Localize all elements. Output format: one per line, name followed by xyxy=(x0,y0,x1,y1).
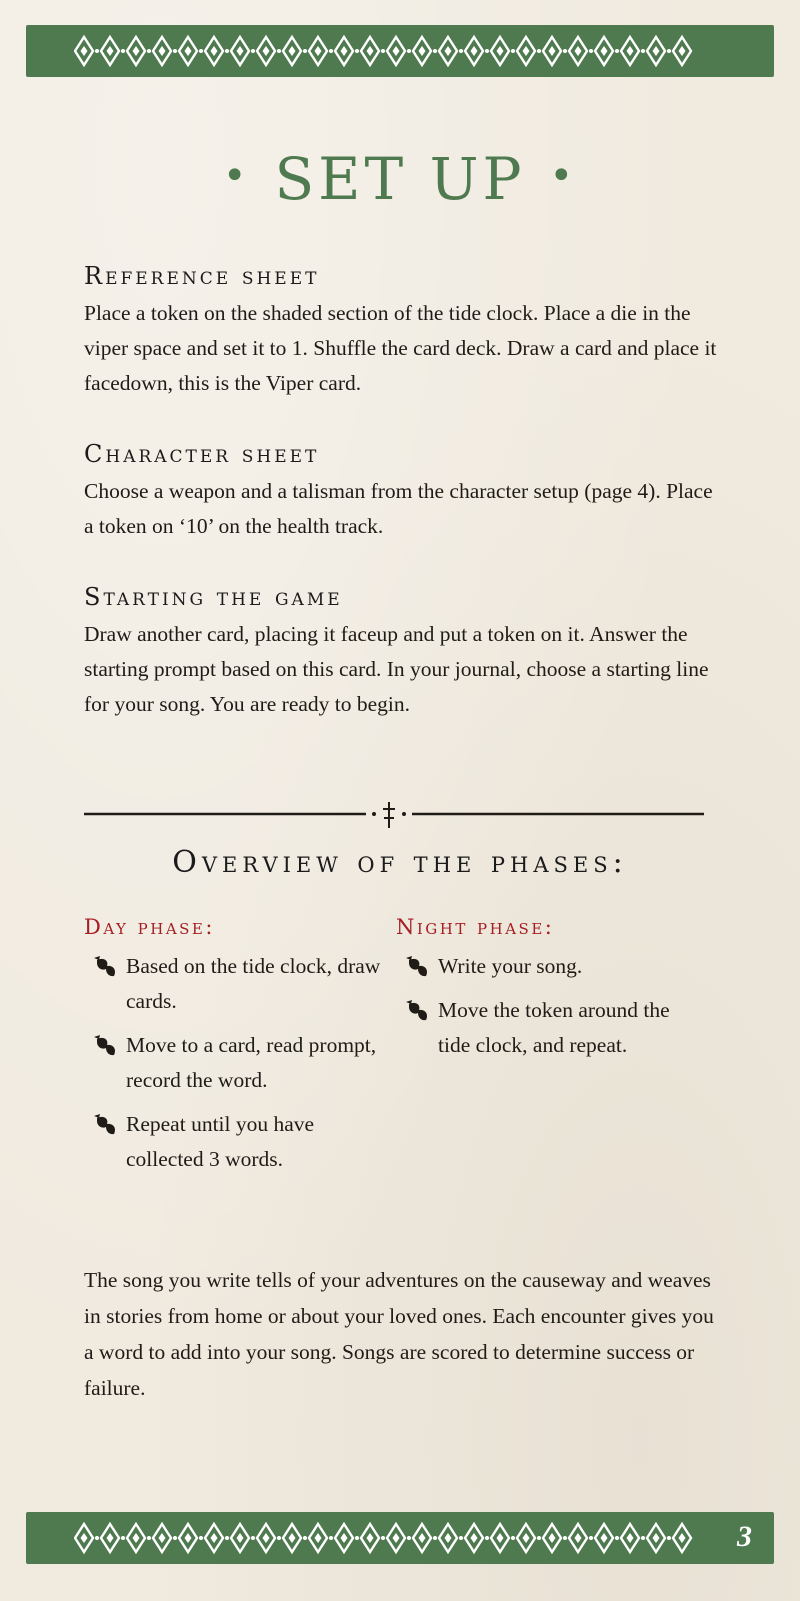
diamond-core-icon xyxy=(185,46,192,56)
band-dot-icon xyxy=(381,49,385,53)
list-item-text: Move the token around the tide clock, and repeat. xyxy=(438,998,670,1057)
band-dot-icon xyxy=(95,1536,99,1540)
band-dot-icon xyxy=(433,49,437,53)
band-dot-icon xyxy=(485,49,489,53)
diamond-core-icon xyxy=(419,1533,426,1543)
band-dot-icon xyxy=(537,1536,541,1540)
section-reference-sheet xyxy=(84,262,724,401)
list-item xyxy=(396,949,706,984)
night-phase-title: Night phase: xyxy=(396,915,555,939)
closing-paragraph: The song you write tells of your adventures on the causeway and weaves in stories from home or about your loved ones. Each encounter gives you a word to add into your song. Songs are scored to determine success or failure. xyxy=(84,1268,714,1400)
band-dot-icon xyxy=(303,49,307,53)
band-dot-icon xyxy=(615,49,619,53)
band-dot-icon xyxy=(121,1536,125,1540)
band-dot-icon xyxy=(147,1536,151,1540)
diamond-pattern-icon xyxy=(74,1520,714,1556)
diamond-core-icon xyxy=(393,1533,400,1543)
band-dot-icon xyxy=(511,1536,515,1540)
diamond-core-icon xyxy=(549,1533,556,1543)
leaf-bullet-icon xyxy=(406,1000,430,1022)
band-dot-icon xyxy=(485,1536,489,1540)
list-item xyxy=(84,949,384,1019)
diamond-core-icon xyxy=(211,1533,218,1543)
band-dot-icon xyxy=(173,49,177,53)
diamond-core-icon xyxy=(627,46,634,56)
day-phase-title: Day phase: xyxy=(84,915,215,939)
title-dot-left-icon: • xyxy=(222,153,251,199)
band-dot-icon xyxy=(511,49,515,53)
diamond-pattern-icon xyxy=(74,33,714,69)
section-starting-the-game xyxy=(84,583,724,722)
band-dot-icon xyxy=(589,1536,593,1540)
band-dot-icon xyxy=(355,49,359,53)
diamond-core-icon xyxy=(679,1533,686,1543)
list-item xyxy=(396,993,706,1063)
diamond-core-icon xyxy=(679,46,686,56)
day-phase-column xyxy=(84,915,384,1186)
diamond-core-icon xyxy=(315,1533,322,1543)
diamond-core-icon xyxy=(367,46,374,56)
band-dot-icon xyxy=(563,1536,567,1540)
diamond-core-icon xyxy=(367,1533,374,1543)
diamond-core-icon xyxy=(81,1533,88,1543)
band-dot-icon xyxy=(121,49,125,53)
diamond-core-icon xyxy=(263,1533,270,1543)
diamond-core-icon xyxy=(445,46,452,56)
diamond-core-icon xyxy=(497,46,504,56)
diamond-core-icon xyxy=(107,46,114,56)
diamond-core-icon xyxy=(523,1533,530,1543)
diamond-core-icon xyxy=(575,46,582,56)
diamond-core-icon xyxy=(471,1533,478,1543)
diamond-core-icon xyxy=(601,1533,608,1543)
overview-heading: Overview of the phases: xyxy=(172,845,628,880)
band-dot-icon xyxy=(615,1536,619,1540)
section-heading: Starting the game xyxy=(84,583,343,611)
diamond-core-icon xyxy=(159,46,166,56)
band-dot-icon xyxy=(667,1536,671,1540)
band-dot-icon xyxy=(251,1536,255,1540)
band-dot-icon xyxy=(407,49,411,53)
top-decorative-band xyxy=(26,25,774,77)
diamond-core-icon xyxy=(341,1533,348,1543)
band-dot-icon xyxy=(641,1536,645,1540)
diamond-core-icon xyxy=(263,46,270,56)
page-number: 3 xyxy=(737,1520,752,1553)
list-item-text: Based on the tide clock, draw cards. xyxy=(126,954,381,1013)
night-phase-column xyxy=(396,915,706,1072)
band-dot-icon xyxy=(329,49,333,53)
diamond-core-icon xyxy=(653,1533,660,1543)
section-body: Choose a weapon and a talisman from the character setup (page 4). Place a token on ‘10’ on the health track. xyxy=(84,479,713,538)
leaf-bullet-icon xyxy=(94,1035,118,1057)
diamond-core-icon xyxy=(107,1533,114,1543)
diamond-core-icon xyxy=(627,1533,634,1543)
band-dot-icon xyxy=(381,1536,385,1540)
band-dot-icon xyxy=(459,49,463,53)
diamond-core-icon xyxy=(549,46,556,56)
diamond-core-icon xyxy=(81,46,88,56)
band-dot-icon xyxy=(277,1536,281,1540)
diamond-core-icon xyxy=(315,46,322,56)
diamond-core-icon xyxy=(133,1533,140,1543)
diamond-core-icon xyxy=(497,1533,504,1543)
diamond-core-icon xyxy=(341,46,348,56)
band-dot-icon xyxy=(641,49,645,53)
band-dot-icon xyxy=(407,1536,411,1540)
band-dot-icon xyxy=(225,49,229,53)
diamond-core-icon xyxy=(445,1533,452,1543)
band-dot-icon xyxy=(303,1536,307,1540)
list-item-text: Write your song. xyxy=(438,954,583,978)
band-dot-icon xyxy=(459,1536,463,1540)
page-title-text: SET UP xyxy=(274,145,526,213)
list-item xyxy=(84,1028,384,1098)
leaf-bullet-icon xyxy=(406,956,430,978)
band-dot-icon xyxy=(277,49,281,53)
section-character-sheet xyxy=(84,440,724,544)
diamond-core-icon xyxy=(237,1533,244,1543)
list-item-text: Repeat until you have collected 3 words. xyxy=(126,1112,315,1171)
band-dot-icon xyxy=(537,49,541,53)
title-dot-right-icon: • xyxy=(549,153,578,199)
section-heading: Character sheet xyxy=(84,440,320,468)
diamond-core-icon xyxy=(185,1533,192,1543)
section-heading: Reference sheet xyxy=(84,262,320,290)
band-dot-icon xyxy=(329,1536,333,1540)
list-item xyxy=(84,1107,384,1177)
band-dot-icon xyxy=(147,49,151,53)
diamond-core-icon xyxy=(133,46,140,56)
diamond-core-icon xyxy=(393,46,400,56)
band-dot-icon xyxy=(199,1536,203,1540)
page-title xyxy=(0,145,800,213)
band-dot-icon xyxy=(225,1536,229,1540)
dagger-divider-icon xyxy=(84,800,704,830)
list-item-text: Move to a card, read prompt, record the word. xyxy=(126,1033,377,1092)
diamond-core-icon xyxy=(601,46,608,56)
band-dot-icon xyxy=(173,1536,177,1540)
band-dot-icon xyxy=(251,49,255,53)
diamond-core-icon xyxy=(575,1533,582,1543)
section-body: Place a token on the shaded section of the tide clock. Place a die in the viper space and set it to 1. Shuffle the card deck. Draw a card and place it facedown, this is the Viper card. xyxy=(84,301,717,395)
leaf-bullet-icon xyxy=(94,1114,118,1136)
diamond-core-icon xyxy=(159,1533,166,1543)
band-dot-icon xyxy=(433,1536,437,1540)
diamond-core-icon xyxy=(237,46,244,56)
band-dot-icon xyxy=(95,49,99,53)
band-dot-icon xyxy=(355,1536,359,1540)
diamond-core-icon xyxy=(523,46,530,56)
band-dot-icon xyxy=(667,49,671,53)
band-dot-icon xyxy=(563,49,567,53)
night-phase-list xyxy=(396,949,706,1063)
section-body: Draw another card, placing it faceup and put a token on it. Answer the starting prompt based on this card. In your journal, choose a starting line for your song. You are ready to begin. xyxy=(84,622,709,716)
diamond-core-icon xyxy=(289,46,296,56)
leaf-bullet-icon xyxy=(94,956,118,978)
diamond-core-icon xyxy=(471,46,478,56)
band-dot-icon xyxy=(589,49,593,53)
band-dot-icon xyxy=(199,49,203,53)
diamond-core-icon xyxy=(289,1533,296,1543)
diamond-core-icon xyxy=(653,46,660,56)
day-phase-list xyxy=(84,949,384,1177)
diamond-core-icon xyxy=(211,46,218,56)
bottom-decorative-band xyxy=(26,1512,774,1564)
diamond-core-icon xyxy=(419,46,426,56)
